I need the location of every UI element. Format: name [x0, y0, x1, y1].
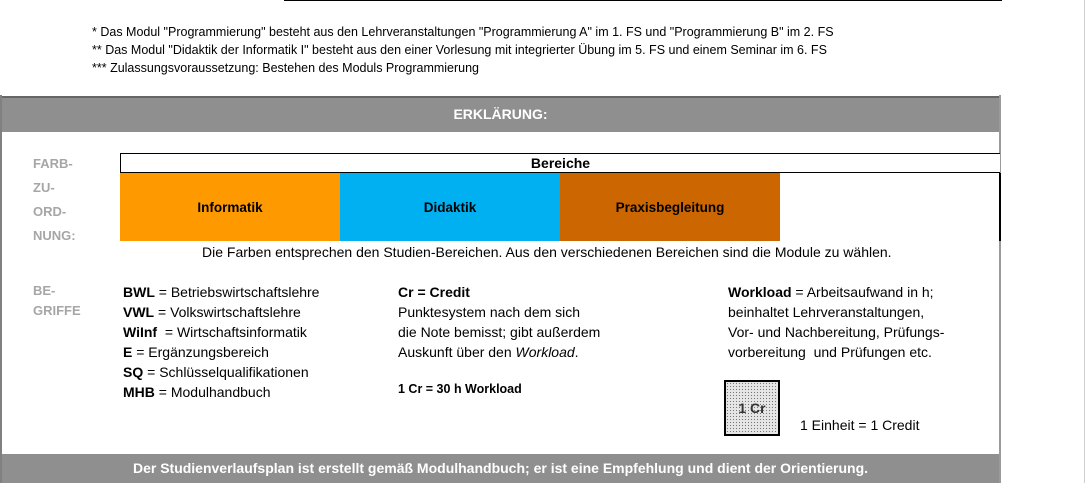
- abbr-item: MHB = Modulhandbuch: [123, 384, 271, 400]
- abbr-item: E = Ergänzungsbereich: [123, 344, 269, 360]
- farbzuordnung-label: FARB- ZU- ORD- NUNG:: [33, 156, 76, 243]
- bereiche-header: Bereiche: [120, 153, 1000, 173]
- begriffe-label: BE- GRIFFE: [33, 283, 81, 318]
- abbr-item: SQ = Schlüsselqualifikationen: [123, 364, 309, 380]
- credit-unit-caption: 1 Einheit = 1 Credit: [800, 417, 920, 433]
- footer-note: Der Studienverlaufsplan ist erstellt gemäß Modulhandbuch; er ist eine Empfehlung und dient der Orientierung.: [2, 454, 999, 483]
- abbreviation-list: [123, 282, 319, 402]
- legend-header: ERKLÄRUNG:: [2, 96, 999, 132]
- abbr-item: BWL = Betriebswirtschaftslehre: [123, 284, 320, 300]
- footnote-3: *** Zulassungsvoraussetzung: Bestehen des Moduls Programmierung: [92, 61, 480, 75]
- workload-definition: Workload = Arbeitsaufwand in h; beinhaltet Lehrveranstaltungen, Vor- und Nachbereitung, Prüfungs- vorbereitung und Prüfungen etc.: [728, 284, 945, 360]
- credit-heading: Cr = Credit: [398, 284, 470, 300]
- workload-heading: Workload: [728, 284, 792, 300]
- area-praxisbegleitung: Praxisbegleitung: [560, 173, 780, 241]
- footnote-2: ** Das Modul "Didaktik der Informatik I" besteht aus den einer Vorlesung mit integrierter Übung im 5. FS und einem Seminar im 6. FS: [92, 43, 827, 57]
- top-rule: [284, 0, 1002, 1]
- area-informatik: Informatik: [120, 173, 340, 241]
- abbr-item: WiInf = Wirtschaftsinformatik: [123, 324, 307, 340]
- legend-frame-left: [0, 95, 2, 483]
- colors-note: Die Farben entsprechen den Studien-Bereichen. Aus den verschiedenen Bereichen sind die Module zu wählen.: [202, 244, 892, 260]
- credit-conversion: 1 Cr = 30 h Workload: [398, 382, 522, 396]
- footnote-1: * Das Modul "Programmierung" besteht aus den Lehrveranstaltungen "Programmierung A" im 1. FS und "Programmierung B" im 2. FS: [92, 25, 834, 39]
- area-row-border: [999, 173, 1001, 241]
- sheet-edge: [1084, 0, 1085, 483]
- area-didaktik: Didaktik: [340, 173, 560, 241]
- credit-unit-box: 1 Cr: [724, 380, 780, 436]
- abbr-item: VWL = Volkswirtschaftslehre: [123, 304, 301, 320]
- credit-definition: Cr = Credit Punktesystem nach dem sich die Note bemisst; gibt außerdem Auskunft über den Workload.: [398, 284, 601, 360]
